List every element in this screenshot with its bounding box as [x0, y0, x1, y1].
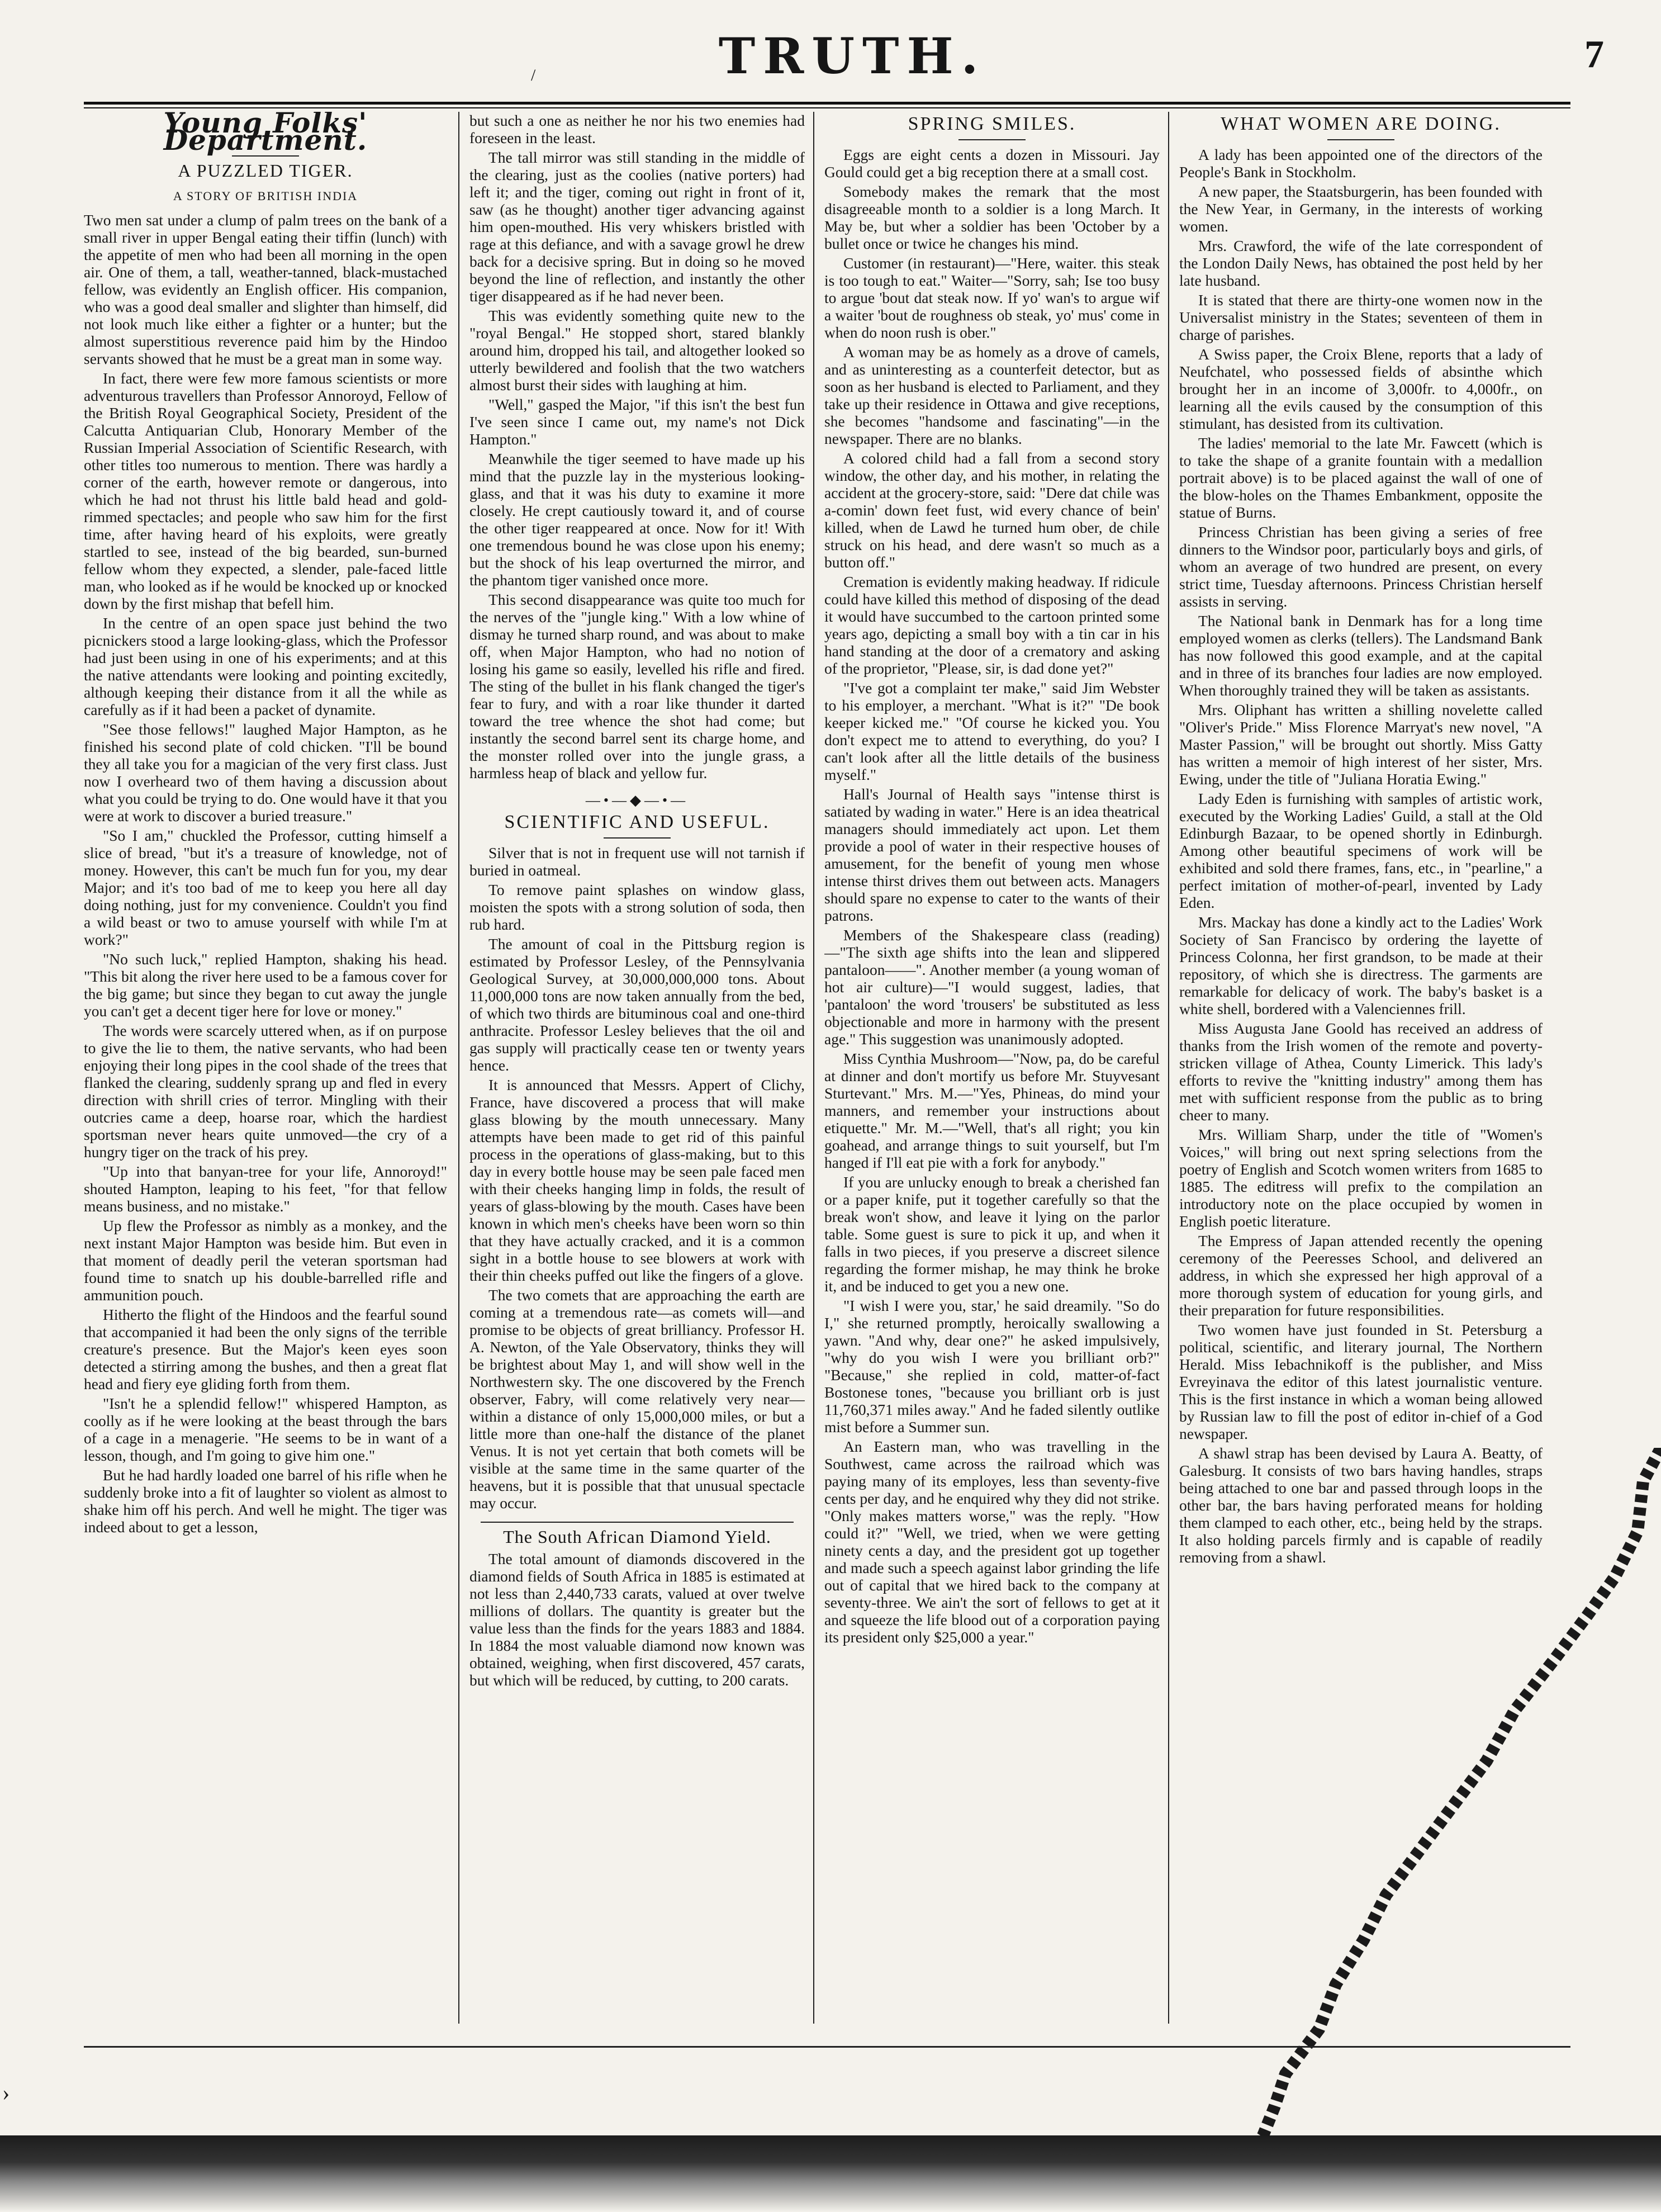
paragraph: Miss Augusta Jane Goold has received an address of thanks from the Irish women of the remote and poverty-stricken village of Athea, County Limerick. This lady's efforts to revive the "knitting industry" among them has met with sufficient response from the public as to bring cheer to many.: [1179, 1020, 1543, 1124]
paragraph: Customer (in restaurant)—"Here, waiter. this steak is too tough to eat." Waiter—"Sorry, sah; Ise too busy to argue 'bout dat steak now. If yo' wan's to argue wif a waiter 'bout de roughness ob steak, yo' mus' come in when do noon rush is ober.": [824, 254, 1160, 341]
paragraph: Mrs. Mackay has done a kindly act to the Ladies' Work Society of San Francisco by ordering the layette of Princess Colonna, her first grandson, to be made at their repository, of which she is directress. The garments are remarkable for delicacy of work. The baby's basket is a white shell, bordered with a Valenciennes frill.: [1179, 913, 1543, 1017]
paragraph: A shawl strap has been devised by Laura A. Beatty, of Galesburg. It consists of two bars having handles, straps being attached to one bar and passed through loops in the other bar, the bars having perforated means for holding them clamped to each other, etc., being held by the straps. It also holding parcels firmly and is capable of readily removing from a shawl.: [1179, 1444, 1543, 1566]
paragraph: Lady Eden is furnishing with samples of artistic work, executed by the Working Ladies' Guild, a stall at the Old Edinburgh Bazaar, to be opened shortly in Edinburgh. Among other beautiful specimens of work will be exhibited and sold there frames, fans, etc., in "pearline," a perfect imitation of mother-of-pearl, invented by Lady Eden.: [1179, 790, 1543, 911]
paragraph: To remove paint splashes on window glass, moisten the spots with a strong solution of soda, then rub hard.: [469, 881, 805, 933]
paragraph: This was evidently something quite new to the "royal Bengal." He stopped short, stared blankly around him, dropped his tail, and altogether looked so utterly bewildered and foolish that the two watchers almost burst their sides with laughing at him.: [469, 307, 805, 394]
paragraph: Cremation is evidently making headway. If ridicule could have killed this method of disposing of the dead it would have succumbed to the cartoon printed some years ago, depicting a small boy with a tin car in his hand standing at the door of a crematory and asking of the proprietor, "Please, sir, is dad done yet?": [824, 573, 1160, 677]
paragraph: "So I am," chuckled the Professor, cutting himself a slice of bread, "but it's a treasure of knowledge, not of money. However, this can't be much fun for you, my dear Major; and it's too bad of me to keep you here all day doing nothing, just for my convenience. Couldn't you find a wild beast or two to amuse yourself with while I'm at work?": [84, 827, 447, 948]
section-title-women: WHAT WOMEN ARE DOING.: [1221, 113, 1501, 134]
paragraph: A colored child had a fall from a second story window, the other day, and his mother, in relating the accident at the grocery-store, said: "Dere dat chile was a-comin' down feet fust, wid every chance of bein' killed, when de Lawd he turned hum ober, de chile struck on his head, and dere wasn't so much as a button off.": [824, 449, 1160, 571]
title-rule: [958, 139, 1026, 140]
paragraph: "Up into that banyan-tree for your life, Annoroyd!" shouted Hampton, leaping to his feet, "for that fellow means business, and no mistake.": [84, 1163, 447, 1215]
header-mark: /: [531, 66, 536, 84]
header-rule-thin: [84, 107, 1570, 108]
story-subhead: A STORY OF BRITISH INDIA: [173, 189, 358, 203]
paragraph: In the centre of an open space just behind the two picnickers stood a large looking-glass, which the Professor had just been using in one of his experiments; and at this the native attendants were looking and pointing excitedly, although keeping their distance from it all the while as carefully as if it had been a packet of dynamite.: [84, 614, 447, 718]
section-title-scientific: SCIENTIFIC AND USEFUL.: [504, 812, 770, 832]
diamond-body: [469, 1550, 805, 1689]
title-rule: [1327, 139, 1394, 140]
column-divider: [813, 112, 814, 2024]
paragraph: Silver that is not in frequent use will not tarnish if buried in oatmeal.: [469, 844, 805, 879]
story-continuation: [469, 112, 805, 781]
paragraph: The National bank in Denmark has for a long time employed women as clerks (tellers). The Landsmand Bank has now followed this good example, and at the capital and in three of its branches four ladies are now employed. When thoroughly trained they will be taken as assistants.: [1179, 612, 1543, 699]
paragraph: Up flew the Professor as nimbly as a monkey, and the next instant Major Hampton was beside him. But even in that moment of deadly peril the veteran sportsman had found time to snatch up his double-barrelled rifle and ammunition pouch.: [84, 1217, 447, 1304]
section-title-young-folks: Young Folks' Department.: [163, 112, 368, 157]
paragraph: A woman may be as homely as a drove of camels, and as uninteresting as a counterfeit detector, but as soon as her husband is elected to Parliament, and they take up their residence in Ottawa and give receptions, she becomes "handsome and fascinating"—in the newspaper. There are no blanks.: [824, 343, 1160, 447]
paragraph: "Well," gasped the Major, "if this isn't the best fun I've seen since I came out, my name's not Dick Hampton.": [469, 396, 805, 448]
story-title: A PUZZLED TIGER.: [178, 160, 353, 181]
paragraph: "I wish I were you, star,' he said dreamily. "So do I," she returned promptly, heroically swallowing a yawn. "And why, dear one?" he asked impulsively, "why do you wish I were you brilliant orb?" "Because," she replied in cold, matter-of-fact Bostonese tones, "because you brilliant orb is just 11,760,371 miles away." And he faded silently outlike mist before a Summer sun.: [824, 1297, 1160, 1436]
paragraph: It is stated that there are thirty-one women now in the Universalist ministry in the States; seventeen of them in charge of parishes.: [1179, 291, 1543, 343]
diamond-title: The South African Diamond Yield.: [503, 1527, 771, 1547]
spring-smiles-body: [824, 146, 1160, 1646]
paragraph: The amount of coal in the Pittsburg region is estimated by Professor Lesley, of the Pennsylvania Geological Survey, at 30,000,000,000 tons. About 11,000,000 tons are now taken annually from the bed, of which two thirds are bituminous coal and one-third anthracite. Professor Lesley believes that the oil and gas supply will practically cease ten or twenty years hence.: [469, 935, 805, 1074]
title-rule: [604, 837, 671, 839]
paragraph: Meanwhile the tiger seemed to have made up his mind that the puzzle lay in the mysterious looking-glass, and that it was his duty to examine it more closely. He crept cautiously toward it, and of course the other tiger reappeared at once. Now for it! With one tremendous bound he was close upon his enemy; but the shock of his leap overturned the mirror, and the phantom tiger vanished once more.: [469, 450, 805, 589]
paragraph: Two men sat under a clump of palm trees on the bank of a small river in upper Bengal eating their tiffin (lunch) with the appetite of men who had been all morning in the open air. One of them, a tall, weather-tanned, black-mustached fellow, was evidently an English officer. His companion, who was a good deal smaller and slighter than himself, did not look much like either a fighter or a hunter; but the almost superstitious reverence paid him by the Hindoo servants showed that he must be a great man in some way.: [84, 211, 447, 367]
paragraph: The ladies' memorial to the late Mr. Fawcett (which is to take the shape of a granite fountain with a medallion portrait above) is to be placed against the wall of one of the blow-holes on the Thames Embankment, opposite the statue of Burns.: [1179, 434, 1543, 521]
column-spring-smiles: [824, 112, 1160, 2035]
paragraph: Miss Cynthia Mushroom—"Now, pa, do be careful at dinner and don't mortify us before Mr. Stuyvesant Sturtevant." Mrs. M.—"Yes, Phineas, do mind your manners, and remember your instructions about etiquette." Mr. M.—"Well, that's all right; you kin goahead, and arrange things to suit yourself, but I'm hanged if I'll eat pie with a fork for anybody.": [824, 1050, 1160, 1171]
paragraph: In fact, there were few more famous scientists or more adventurous travellers than Professor Annoroyd, Fellow of the British Royal Geographical Society, President of the Calcutta Antiquarian Club, Honorary Member of the Russian Imperial Association of Scientific Research, with other titles too numerous to mention. There was hardly a corner of the earth, however remote or dangerous, into which he had not thrust his little bald head and gold-rimmed spectacles; and people who saw him for the first time, after having heard of his exploits, were greatly startled to see, instead of the big bearded, sun-burned fellow whom they expected, a slender, pale-faced little man, who looked as if he would be knocked up or knocked down by the first mishap that befell him.: [84, 370, 447, 612]
column-young-folks: [84, 112, 447, 2035]
paragraph: But he had hardly loaded one barrel of his rifle when he suddenly broke into a fit of laughter so violent as almost to shake him off his perch. And well he might. The tiger was indeed about to get a lesson,: [84, 1466, 447, 1536]
paragraph: A Swiss paper, the Croix Blene, reports that a lady of Neufchatel, who possessed fields of absinthe which brought her in an income of 3,000fr. to 4,000fr., on learning all the evils caused by the consumption of this stimulant, has desisted from its cultivation.: [1179, 345, 1543, 432]
paragraph: but such a one as neither he nor his two enemies had foreseen in the least.: [469, 112, 805, 146]
scan-edge-shadow: [0, 2135, 1661, 2212]
paragraph: If you are unlucky enough to break a cherished fan or a paper knife, put it together carefully so that the break won't show, and leave it lying on the parlor table. Some guest is sure to pick it up, and when it falls in two pieces, if you preserve a discreet silence regarding the former mishap, he may think he broke it, and be induced to get you a new one.: [824, 1173, 1160, 1295]
paragraph: Hall's Journal of Health says "intense thirst is satiated by wading in water." Here is an idea theatrical managers should immediately act upon. Let them provide a pool of water in their respective houses of amusement, for the benefit of young men whose intense thirst drives them out between acts. Managers should spare no expense to cater to the wants of their patrons.: [824, 785, 1160, 924]
masthead: TRUTH.: [718, 27, 986, 85]
column-divider: [1168, 112, 1169, 2024]
paragraph: A lady has been appointed one of the directors of the People's Bank in Stockholm.: [1179, 146, 1543, 181]
paragraph: Two women have just founded in St. Petersburg a political, scientific, and literary journal, The Northern Herald. Miss Iebachnikoff is the publisher, and Miss Evreyinava the editor of this latest journalistic venture. This is the first instance in which a woman being allowed by Russian law to fill the post of editor in-chief of a God newspaper.: [1179, 1321, 1543, 1442]
paragraph: The total amount of diamonds discovered in the diamond fields of South Africa in 1885 is estimated at not less than 2,440,733 carats, valued at over twelve millions of dollars. The quantity is greater but the value less than the finds for the years 1883 and 1884. In 1884 the most valuable diamond now known was obtained, weighing, when first discovered, 457 carats, but which will be reduced, by cutting, to 200 carats.: [469, 1550, 805, 1689]
column-tiger-science: [469, 112, 805, 2035]
paragraph: "See those fellows!" laughed Major Hampton, as he finished his second plate of cold chicken. "I'll be bound they all take you for a magician of the very first class. Just now I overheard two of them having a discussion about what you could be trying to do. One would have it that you were at work to discover a buried treasure.": [84, 721, 447, 825]
paragraph: The tall mirror was still standing in the middle of the clearing, just as the coolies (native porters) had left it; and the tiger, coming out right in front of it, saw (as he thought) another tiger advancing against him open-mouthed. His very whiskers bristled with rage at this defiance, and with a savage growl he drew back for a decisive spring. But in doing so he moved beyond the line of reflection, and instantly the other tiger disappeared as if he had never been.: [469, 149, 805, 305]
section-title-spring-smiles: SPRING SMILES.: [908, 113, 1076, 134]
paragraph: Princess Christian has been giving a series of free dinners to the Windsor poor, particularly boys and girls, of whom an average of two hundred are present, on every strict time, Tuesday afternoons. Princess Christian herself assists in serving.: [1179, 523, 1543, 610]
paragraph: Eggs are eight cents a dozen in Missouri. Jay Gould could get a big reception there at a small cost.: [824, 146, 1160, 181]
section-ornament: —•—◆—•—: [585, 792, 689, 808]
page-number: 7: [1584, 33, 1604, 76]
science-body: [469, 844, 805, 1512]
paragraph: Somebody makes the remark that the most disagreeable month to a soldier is a long March. It May be, but wher a soldier has been 'October by a bullet once or twice he changes his mind.: [824, 183, 1160, 252]
paragraph: Hitherto the flight of the Hindoos and the fearful sound that accompanied it had been the only signs of the terrible creature's presence. But the Major's keen eyes soon detected a stirring among the bushes, and then a great flat head and fiery eye gliding forth from them.: [84, 1306, 447, 1392]
paragraph: This second disappearance was quite too much for the nerves of the "jungle king." With a low whine of dismay he turned sharp round, and was about to make off, when Major Hampton, who had no notion of losing his game so easily, levelled his rifle and fired. The sting of the bullet in his flank changed the tiger's fear to fury, and with a roar like thunder it darted toward the tree whence the shot had come; but instantly the second barrel sent its charge home, and the monster rolled over into the jungle grass, a harmless heap of black and yellow fur.: [469, 591, 805, 781]
paragraph: Mrs. William Sharp, under the title of "Women's Voices," will bring out next spring selections from the poetry of English and Scotch women writers from 1685 to 1885. The editress will prefix to the compilation an introductory note on the place occupied by women in English poetic literature.: [1179, 1126, 1543, 1230]
paragraph: Mrs. Oliphant has written a shilling novelette called "Oliver's Pride." Miss Florence Marryat's new novel, "A Master Passion," will be brought out shortly. Miss Gatty has written a memoir of high interest of her sister, Mrs. Ewing, under the title of "Juliana Horatia Ewing.": [1179, 701, 1543, 788]
paragraph: "No such luck," replied Hampton, shaking his head. "This bit along the river here used to be a famous cover for the big game; but since they began to cut away the jungle you can't get a decent tiger here for love or money.": [84, 950, 447, 1020]
margin-mark: ›: [2, 2080, 10, 2105]
section-rule: [481, 1522, 794, 1523]
torn-page-corner: [1252, 1448, 1661, 2212]
paragraph: The words were scarcely uttered when, as if on purpose to give the lie to them, the native servants, who had been enjoying their long pipes in the cool shade of the trees that flanked the clearing, suddenly sprang up and fled in every direction with shrill cries of terror. Mingling with their outcries came a deep, hoarse roar, which the hardiest sportsman never hears quite unmoved—the cry of a hungry tiger on the track of his prey.: [84, 1022, 447, 1161]
page-header: [84, 27, 1621, 94]
paragraph: "I've got a complaint ter make," said Jim Webster to his employer, a merchant. "What is it?" "De book keeper kicked me." "Of course he kicked you. You don't expect me to attend to everything, do you? I can't look after all the little details of the business myself.": [824, 679, 1160, 783]
column-divider: [458, 112, 459, 2024]
paragraph: Mrs. Crawford, the wife of the late correspondent of the London Daily News, has obtained the post held by her late husband.: [1179, 237, 1543, 289]
paragraph: Members of the Shakespeare class (reading)—"The sixth age shifts into the lean and slippered pantaloon——". Another member (a young woman of hot air culture)—"I would suggest, ladies, that 'pantaloon' the word 'trousers' be substituted as less objectionable and more in harmony with the present age." This suggestion was unanimously adopted.: [824, 926, 1160, 1048]
women-body: [1179, 146, 1543, 1566]
paragraph: An Eastern man, who was travelling in the Southwest, came across the railroad which was paying many of its employes, less than seventy-five cents per day, and he enquired why they did not strike. "Only makes matters worse," was the reply. "How could it?" "Well, we tried, when we were getting ninety cents a day, and the president got up together and made such a speech against labor grinding the life out of capital that we hired back to the company at seventy-three. We ain't the sort of fellows to get at it and squeeze the life blood out of a corporation paying its president only $25,000 a year.": [824, 1438, 1160, 1646]
paragraph: A new paper, the Staatsburgerin, has been founded with the New Year, in Germany, in the interests of working women.: [1179, 183, 1543, 235]
paragraph: "Isn't he a splendid fellow!" whispered Hampton, as coolly as if he were looking at the beast through the bars of a cage in a menagerie. "He seems to be in want of a lesson, though, and I'm going to give him one.": [84, 1395, 447, 1464]
page-bottom-rule: [84, 2046, 1570, 2048]
paragraph: The two comets that are approaching the earth are coming at a tremendous rate—as comets will—and promise to be objects of great brilliancy. Professor H. A. Newton, of the Yale Observatory, thinks they will be brightest about May 1, and will show well in the Northwestern sky. The one discovered by the French observer, Fabry, will come relatively very near—within a distance of only 15,000,000 miles, or but a little more than one-half the distance of the planet Venus. It is not yet certain that both comets will be visible at the same time in the same quarter of the heavens, but it is possible that that unusual spectacle may occur.: [469, 1286, 805, 1512]
story-body: [84, 211, 447, 1536]
paragraph: The Empress of Japan attended recently the opening ceremony of the Peeresses School, and delivered an address, in which she expressed her high approval of a more thorough system of education for young girls, and their preparation for future responsibilities.: [1179, 1232, 1543, 1319]
header-rule: [84, 102, 1570, 105]
paragraph: It is announced that Messrs. Appert of Clichy, France, have discovered a process that will make glass blowing by the mouth unnecessary. Many attempts have been made to get rid of this painful process in the operations of glass-making, but to this day in every bottle house may be seen pale faced men with their cheeks hanging limp in folds, the result of years of glass-blowing by the mouth. Cases have been known in which men's cheeks have been worn so thin that they have actually cracked, and it is a common sight in a bottle house to see blowers at work with their thin cheeks puffed out like the fingers of a glove.: [469, 1076, 805, 1284]
